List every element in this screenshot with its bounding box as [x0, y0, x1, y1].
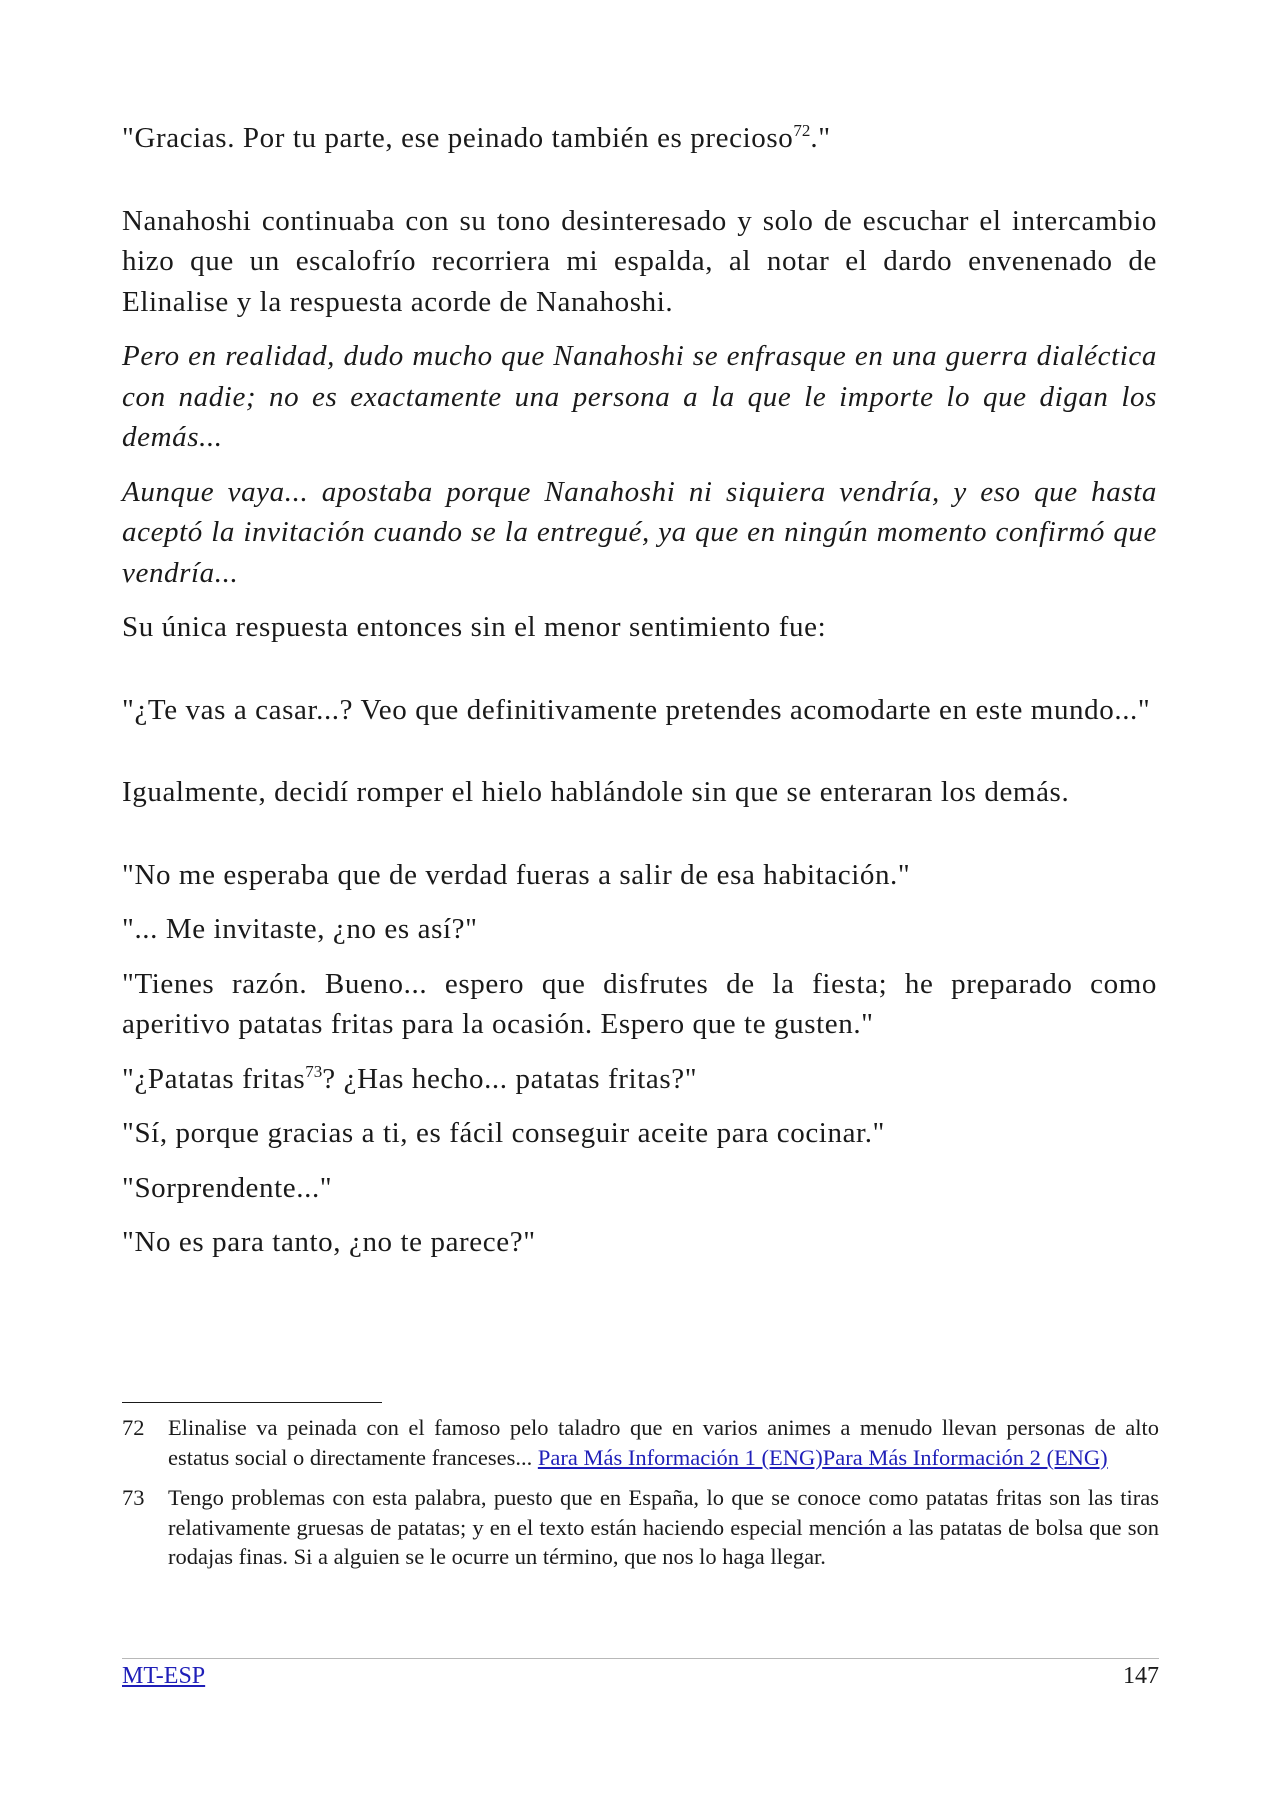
footnote-number: 72 — [122, 1415, 145, 1440]
paragraph: "¿Te vas a casar...? Veo que definitivamente pretendes acomodarte en este mundo..." — [122, 693, 1151, 726]
more-info-link-1[interactable]: Para Más Información 1 (ENG) — [537, 1444, 823, 1470]
footnote-text: Elinalise va peinada con el famoso pelo taladro que en varios animes a menudo llevan personas de alto estatus social o directamente franceses... — [168, 1415, 1159, 1470]
page-number: 147 — [1123, 1663, 1159, 1689]
italic-paragraph: Pero en realidad, dudo mucho que Nanahoshi se enfrasque en una guerra dialéctica con nadie; no es exactamente una persona a la que le importe lo que digan los demás... — [122, 340, 1157, 453]
footnote-ref-73[interactable]: 73 — [305, 1061, 323, 1081]
footnote-ref-72[interactable]: 72 — [793, 121, 811, 140]
footnote-divider — [122, 1402, 382, 1403]
more-info-link-2[interactable]: Para Más Información 2 (ENG) — [822, 1444, 1108, 1470]
paragraph: "No me esperaba que de verdad fueras a salir de esa habitación." — [122, 858, 911, 891]
paragraph: "Tienes razón. Bueno... espero que disfrutes de la fiesta; he preparado como aperitivo patatas fritas para la ocasión. Espero que te gusten." — [122, 967, 1157, 1040]
paragraph: "Gracias. Por tu parte, ese peinado también es precioso$^{72}$." — [122, 121, 831, 154]
footnotes — [122, 1413, 1159, 1572]
footnote-text: Tengo problemas con esta palabra, puesto que en España, lo que se conoce como patatas fritas son las tiras relativamente gruesas de patatas; y en el texto están haciendo especial mención a las patatas de bolsa que son rodajas finas. Si a alguien se le ocurre un término, que nos lo haga llegar. — [168, 1485, 1159, 1569]
paragraph: Igualmente, decidí romper el hielo hablándole sin que se enteraran los demás. — [122, 776, 1070, 808]
footnote-73 — [122, 1483, 1159, 1572]
paragraph: "¿Patatas fritas$^{73}$? ¿Has hecho... patatas fritas?" — [122, 1061, 698, 1095]
footnote-72 — [122, 1413, 1159, 1472]
footnote-number: 73 — [122, 1485, 145, 1510]
paragraph: Nanahoshi continuaba con su tono desinteresado y solo de escuchar el intercambio hizo que un escalofrío recorriera mi espalda, al notar el dardo envenenado de Elinalise y la respuesta acorde de Nanahoshi. — [122, 204, 1157, 318]
paragraph: "Sorprendente..." — [122, 1171, 333, 1204]
paragraph: "No es para tanto, ¿no te parece?" — [122, 1226, 536, 1258]
footer-link[interactable]: MT-ESP — [122, 1663, 206, 1689]
paragraph: "Sí, porque gracias a ti, es fácil conseguir aceite para cocinar." — [122, 1117, 885, 1149]
paragraph: "... Me invitaste, ¿no es así?" — [122, 913, 478, 945]
footer-divider — [122, 1658, 1159, 1659]
italic-paragraph: Aunque vaya... apostaba porque Nanahoshi ni siquiera vendría, y eso que hasta aceptó la invitación cuando se la entregué, ya que en ningún momento confirmó que vendría... — [122, 475, 1157, 589]
paragraph: Su única respuesta entonces sin el menor sentimiento fue: — [122, 611, 827, 643]
main-text — [122, 118, 1157, 1263]
